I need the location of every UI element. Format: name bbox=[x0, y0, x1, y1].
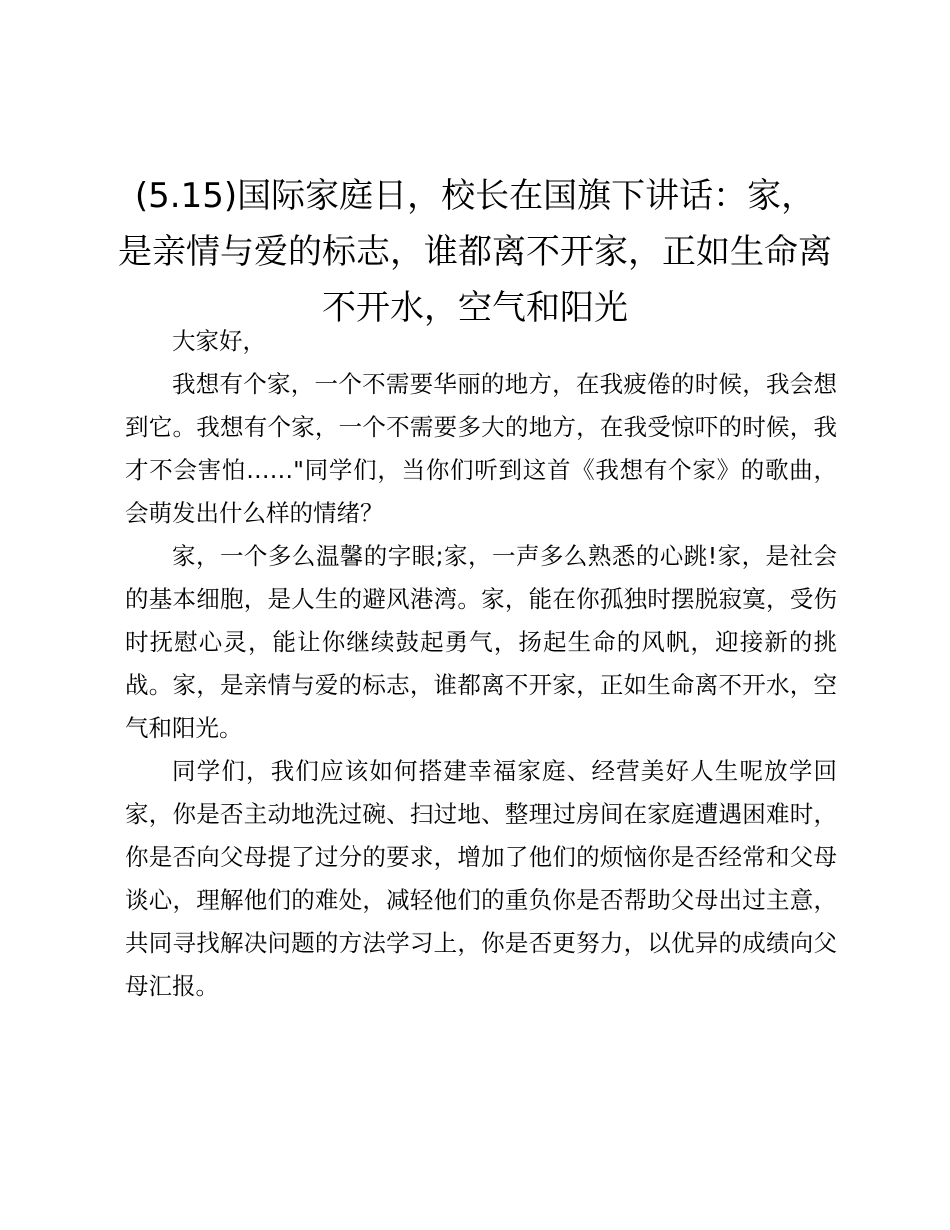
document-body bbox=[125, 320, 837, 1008]
document-title: (5.15)国际家庭日，校长在国旗下讲话：家，是亲情与爱的标志，谁都离不开家，正如生命离不开水，空气和阳光 bbox=[118, 176, 832, 328]
paragraph-questions: 同学们，我们应该如何搭建幸福家庭、经营美好人生呢放学回家，你是否主动地洗过碗、扫过地、整理过房间在家庭遭遇困难时，你是否向父母提了过分的要求，增加了他们的烦恼你是否经常和父母谈心，理解他们的难处，减轻他们的重负你是否帮助父母出过主意，共同寻找解决问题的方法学习上，你是否更努力，以优异的成绩向父母汇报。 bbox=[125, 757, 837, 1000]
paragraph-home: 家，一个多么温馨的字眼;家，一声多么熟悉的心跳!家，是社会的基本细胞，是人生的避风港湾。家，能在你孤独时摆脱寂寞，受伤时抚慰心灵，能让你继续鼓起勇气，扬起生命的风帆，迎接新的挑战。家，是亲情与爱的标志，谁都离不开家，正如生命离不开水，空气和阳光。 bbox=[125, 542, 837, 742]
paragraph-greeting: 大家好， bbox=[172, 327, 266, 355]
paragraph-song: 我想有个家，一个不需要华丽的地方，在我疲倦的时候，我会想到它。我想有个家，一个不需要多大的地方，在我受惊吓的时候，我才不会害怕……"同学们，当你们听到这首《我想有个家》的歌曲，会萌发出什么样的情绪？ bbox=[125, 370, 837, 527]
